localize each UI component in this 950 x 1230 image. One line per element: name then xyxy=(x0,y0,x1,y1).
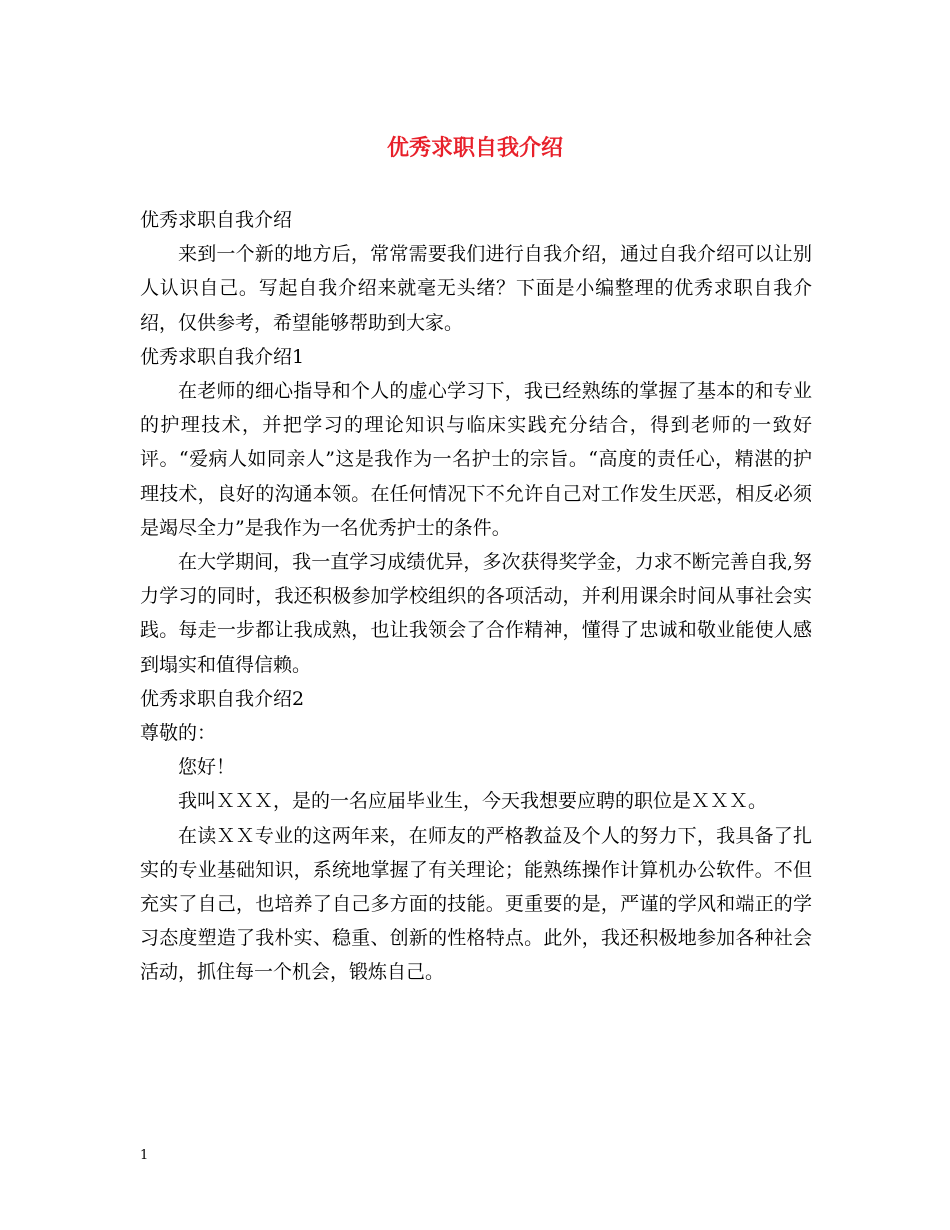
paragraph-section-1-university: 在大学期间，我一直学习成绩优异，多次获得奖学金，力求不断完善自我,努力学习的同时，我还积极参加学校组织的各项活动，并利用课余时间从事社会实践。每走一步都让我成熟，也让我领会了合作精神，懂得了忠诚和敬业能使人感到塌实和值得信赖。 xyxy=(140,551,812,676)
paragraph-self-intro: 我叫ＸＸＸ，是的一名应届毕业生，今天我想要应聘的职位是ＸＸＸ。 xyxy=(178,790,768,813)
paragraph-heading-intro: 优秀求职自我介绍 xyxy=(140,209,293,231)
paragraph-heading-section-1: 优秀求职自我介绍1 xyxy=(140,345,305,368)
page-number: 1 xyxy=(140,1148,149,1163)
paragraph-salutation: 尊敬的： xyxy=(140,722,217,745)
paragraph-greeting: 您好！ xyxy=(178,756,236,779)
paragraph-heading-section-2: 优秀求职自我介绍2 xyxy=(140,687,305,710)
paragraph-section-1-nursing: 在老师的细心指导和个人的虚心学习下，我已经熟练的掌握了基本的和专业的护理技术，并把学习的理论知识与临床实践充分结合，得到老师的一致好评。“爱病人如同亲人”这是我作为一名护士的宗旨。“高度的责任心，精湛的护理技术，良好的沟通本领。在任何情况下不允许自己对工作发生厌恶，相反必须是竭尽全力”是我作为一名优秀护士的条件。 xyxy=(140,380,812,539)
document-body xyxy=(140,203,812,990)
paragraph-intro: 来到一个新的地方后，常常需要我们进行自我介绍，通过自我介绍可以让别人认识自己。写起自我介绍来就毫无头绪？下面是小编整理的优秀求职自我介绍，仅供参考，希望能够帮助到大家。 xyxy=(140,243,812,334)
paragraph-study-experience: 在读ＸＸ专业的这两年来，在师友的严格教益及个人的努力下，我具备了扎实的专业基础知识，系统地掌握了有关理论；能熟练操作计算机办公软件。不但充实了自己，也培养了自己多方面的技能。更重要的是，严谨的学风和端正的学习态度塑造了我朴实、稳重、创新的性格特点。此外，我还积极地参加各种社会活动，抓住每一个机会，锻炼自己。 xyxy=(140,824,812,984)
document-title: 优秀求职自我介绍 xyxy=(386,135,563,161)
